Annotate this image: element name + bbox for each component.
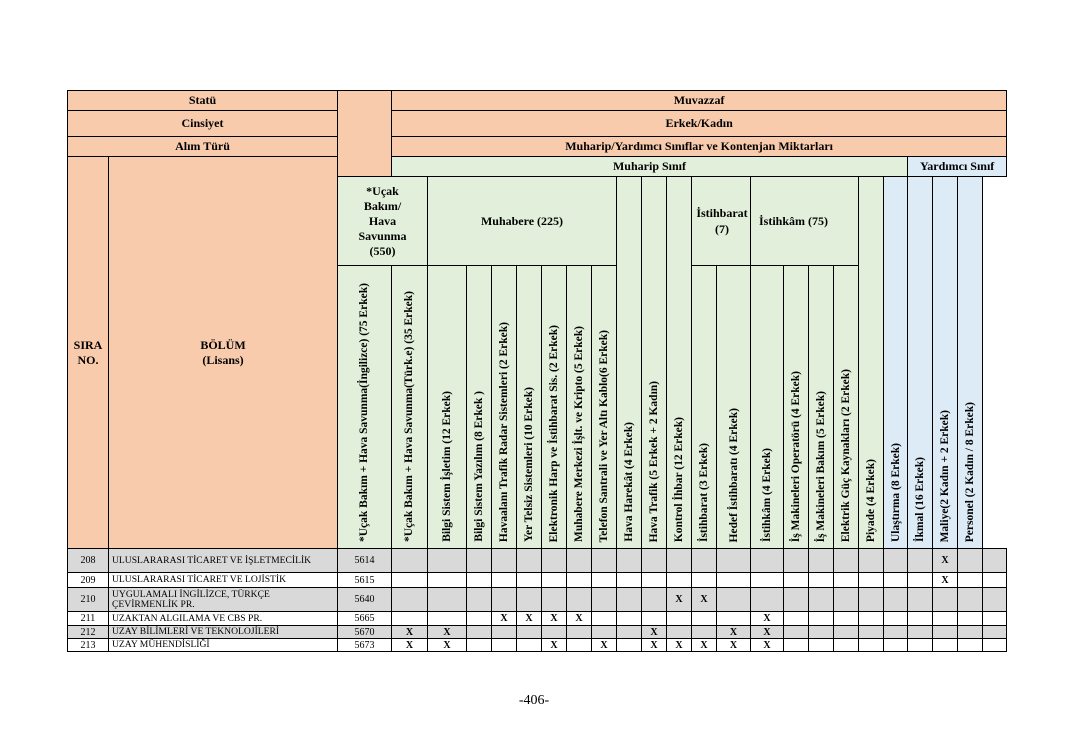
quota-mark-cell: X — [542, 639, 567, 652]
quota-mark-cell — [592, 549, 617, 573]
column-header — [338, 266, 392, 549]
quota-mark-cell — [592, 588, 617, 612]
bolum-cell: UZAY MÜHENDİSLİĞİ — [109, 639, 338, 652]
lisans-kodu-cell: 5673 — [338, 639, 392, 652]
quota-mark-cell — [834, 573, 859, 588]
quota-mark-cell — [809, 639, 834, 652]
quota-mark-cell — [751, 549, 784, 573]
sira-cell: 213 — [68, 639, 109, 652]
quota-mark-cell — [692, 626, 717, 639]
table-row — [68, 588, 1007, 612]
quota-mark-cell — [428, 612, 467, 626]
alim-turu-value: Muharip/Yardımcı Sınıflar ve Kontenjan Miktarları — [392, 137, 1007, 157]
quota-mark-cell — [859, 573, 884, 588]
quota-mark-cell: X — [392, 639, 428, 652]
quota-mark-cell — [467, 639, 492, 652]
bolum-cell: ULUSLARARASI TİCARET VE İŞLETMECİLİK — [109, 549, 338, 573]
quota-mark-cell — [428, 573, 467, 588]
quota-mark-cell — [784, 626, 809, 639]
column-header-label: Maliye(2 Kadın + 2 Erkek) — [939, 409, 951, 542]
quota-mark-cell — [492, 573, 517, 588]
group-istihbarat — [692, 177, 751, 266]
quota-mark-cell — [617, 573, 642, 588]
quota-mark-cell: X — [751, 626, 784, 639]
group-ucak-label: *Uçak Bakım/ Hava Savunma (550) — [358, 183, 407, 258]
column-header-label: *Uçak Bakım + Hava Savunma(İngilizce) (75 Erkek) — [358, 283, 371, 542]
quota-mark-cell: X — [642, 639, 667, 652]
quota-mark-cell — [542, 573, 567, 588]
quota-mark-cell — [958, 612, 983, 626]
quota-mark-cell — [392, 588, 428, 612]
lisans-kodu-cell: 5640 — [338, 588, 392, 612]
quota-mark-cell — [784, 573, 809, 588]
group-istihkam-label: İstihkâm (75) — [759, 213, 829, 228]
quota-mark-cell: X — [542, 612, 567, 626]
column-header — [908, 177, 933, 549]
column-header-label: Kontrol İhbar (12 Erkek) — [673, 416, 685, 542]
quota-mark-cell — [567, 549, 592, 573]
quota-mark-cell — [884, 588, 908, 612]
quota-mark-cell — [492, 626, 517, 639]
column-header-label: Ulaştırma (8 Erkek) — [889, 442, 902, 542]
quota-mark-cell: X — [717, 626, 751, 639]
quota-mark-cell — [428, 549, 467, 573]
quota-mark-cell — [467, 612, 492, 626]
column-header-label: *Uçak Bakım + Hava Savunma(Türk.e) (35 Erkek) — [403, 291, 416, 542]
column-header — [567, 266, 592, 549]
quota-mark-cell: X — [692, 639, 717, 652]
quota-mark-cell — [692, 612, 717, 626]
sira-cell: 211 — [68, 612, 109, 626]
quota-mark-cell — [784, 549, 809, 573]
alim-turu-label: Alım Türü — [68, 137, 338, 157]
quota-mark-cell — [592, 626, 617, 639]
statu-value: Muvazzaf — [392, 91, 1007, 111]
column-header-label: Yer Telsiz Sistemleri (10 Erkek) — [523, 386, 535, 542]
quota-mark-cell — [958, 626, 983, 639]
column-header — [467, 266, 492, 549]
sira-cell: 210 — [68, 588, 109, 612]
quota-mark-cell — [542, 626, 567, 639]
quota-mark-cell: X — [751, 639, 784, 652]
column-header-label: Piyade (4 Erkek) — [865, 458, 877, 542]
quota-mark-cell — [983, 612, 1007, 626]
quota-mark-cell — [492, 549, 517, 573]
bolum-cell: ULUSLARARASI TİCARET VE LOJİSTİK — [109, 573, 338, 588]
column-header-label: Elektrik Güç Kaynakları (2 Erkek) — [840, 368, 852, 542]
column-header-label: İkmal (16 Erkek) — [914, 457, 926, 542]
lisans-kodu-cell: 5670 — [338, 626, 392, 639]
quota-mark-cell — [834, 549, 859, 573]
column-header — [933, 177, 958, 549]
column-header-label: İş Makineleri Bakım (5 Erkek) — [815, 390, 827, 542]
quota-mark-cell — [567, 626, 592, 639]
quota-mark-cell — [567, 639, 592, 652]
group-istihbarat-label: İstihbarat (7) — [696, 206, 748, 236]
quota-mark-cell — [784, 588, 809, 612]
quota-table — [67, 90, 1007, 652]
quota-mark-cell — [983, 588, 1007, 612]
quota-mark-cell — [884, 612, 908, 626]
quota-mark-cell — [958, 639, 983, 652]
column-header — [958, 177, 983, 549]
quota-mark-cell — [809, 626, 834, 639]
quota-mark-cell: X — [667, 639, 692, 652]
lisans-kodu-cell: 5614 — [338, 549, 392, 573]
quota-mark-cell — [859, 639, 884, 652]
column-header — [692, 266, 717, 549]
lisans-kodu-cell: 5665 — [338, 612, 392, 626]
quota-mark-cell — [958, 573, 983, 588]
table-row — [68, 573, 1007, 588]
quota-mark-cell — [834, 626, 859, 639]
quota-mark-cell — [517, 549, 542, 573]
quota-mark-cell — [884, 573, 908, 588]
quota-mark-cell — [567, 573, 592, 588]
quota-mark-cell — [642, 612, 667, 626]
quota-mark-cell — [392, 612, 428, 626]
page-number: -406- — [518, 693, 550, 708]
quota-mark-cell: X — [428, 639, 467, 652]
quota-mark-cell — [617, 588, 642, 612]
column-header-label: İş Makineleri Operatörü (4 Erkek) — [790, 370, 802, 542]
column-header — [428, 266, 467, 549]
column-header-label: Bilgi Sistem İşletim (12 Erkek) — [441, 391, 453, 542]
column-header-label: İstihkâm (4 Erkek) — [761, 448, 773, 542]
quota-mark-cell — [983, 573, 1007, 588]
column-header — [392, 266, 428, 549]
sira-no-header — [68, 157, 109, 549]
quota-mark-cell — [542, 549, 567, 573]
column-header-label: Elektronik Harp ve İstihbarat Sis. (2 Erkek) — [548, 324, 560, 542]
statu-label: Statü — [68, 91, 338, 111]
quota-mark-cell — [908, 573, 933, 588]
quota-mark-cell — [859, 626, 884, 639]
quota-mark-cell — [859, 549, 884, 573]
group-istihkam — [751, 177, 859, 266]
column-header — [834, 266, 859, 549]
cinsiyet-label: Cinsiyet — [68, 111, 338, 137]
quota-mark-cell — [834, 588, 859, 612]
column-header — [592, 266, 617, 549]
column-header — [884, 177, 908, 549]
quota-mark-cell — [884, 549, 908, 573]
quota-mark-cell: X — [933, 549, 958, 573]
column-header — [517, 266, 542, 549]
quota-mark-cell — [751, 588, 784, 612]
table-row — [68, 612, 1007, 626]
table-row — [68, 639, 1007, 652]
column-header-label: Hava Trafik (5 Erkek + 2 Kadın) — [648, 380, 660, 542]
sira-cell: 209 — [68, 573, 109, 588]
quota-mark-cell — [467, 573, 492, 588]
bolum-header — [109, 157, 338, 549]
quota-mark-cell — [809, 588, 834, 612]
bolum-cell: UZAY BİLİMLERİ VE TEKNOLOJİLERİ — [109, 626, 338, 639]
column-header-label: Bilgi Sistem Yazılım (8 Erkek ) — [473, 391, 485, 542]
quota-mark-cell — [592, 612, 617, 626]
quota-mark-cell — [908, 588, 933, 612]
quota-mark-cell — [667, 573, 692, 588]
column-header-label: Telefon Santrali ve Yer Altı Kablo(6 Erkek) — [598, 329, 610, 542]
column-header-label: Personel (2 Kadın / 8 Erkek) — [964, 401, 976, 542]
quota-mark-cell — [692, 549, 717, 573]
quota-mark-cell — [908, 549, 933, 573]
column-header — [859, 177, 884, 549]
quota-mark-cell — [908, 626, 933, 639]
quota-mark-cell: X — [567, 612, 592, 626]
column-header — [809, 266, 834, 549]
quota-mark-cell — [784, 639, 809, 652]
sira-no-label: SIRA NO. — [73, 337, 103, 367]
group-ucak-bakim — [338, 177, 428, 266]
bolum-label: BÖLÜM (Lisans) — [200, 337, 246, 367]
quota-mark-cell — [983, 639, 1007, 652]
quota-mark-cell — [908, 612, 933, 626]
quota-mark-cell — [933, 612, 958, 626]
bolum-cell: UZAKTAN ALGILAMA VE CBS PR. — [109, 612, 338, 626]
quota-mark-cell — [751, 573, 784, 588]
quota-mark-cell — [884, 626, 908, 639]
quota-mark-cell — [617, 549, 642, 573]
column-header — [617, 177, 642, 549]
quota-mark-cell: X — [517, 612, 542, 626]
quota-mark-cell — [567, 588, 592, 612]
quota-mark-cell — [667, 626, 692, 639]
quota-mark-cell — [908, 639, 933, 652]
quota-mark-cell: X — [717, 639, 751, 652]
column-header-label: Havaalanı Trafik Radar Sistemleri (2 Erkek) — [498, 321, 510, 542]
column-header — [784, 266, 809, 549]
quota-mark-cell — [717, 549, 751, 573]
quota-mark-cell — [933, 639, 958, 652]
quota-mark-cell: X — [642, 626, 667, 639]
quota-mark-cell — [809, 612, 834, 626]
quota-mark-cell: X — [667, 588, 692, 612]
quota-mark-cell — [617, 639, 642, 652]
quota-mark-cell — [717, 588, 751, 612]
quota-mark-cell — [492, 639, 517, 652]
quota-mark-cell — [667, 612, 692, 626]
quota-mark-cell — [958, 588, 983, 612]
quota-mark-cell: X — [428, 626, 467, 639]
quota-mark-cell — [492, 588, 517, 612]
quota-mark-cell — [809, 549, 834, 573]
quota-mark-cell — [983, 549, 1007, 573]
quota-mark-cell — [667, 549, 692, 573]
yardimci-sinif-header: Yardımcı Sınıf — [908, 157, 1007, 177]
quota-mark-cell — [933, 626, 958, 639]
quota-mark-cell — [467, 588, 492, 612]
quota-mark-cell: X — [933, 573, 958, 588]
quota-mark-cell — [717, 612, 751, 626]
column-header — [642, 177, 667, 549]
quota-mark-cell — [692, 573, 717, 588]
quota-mark-cell — [642, 549, 667, 573]
lisans-kodu-header — [338, 91, 392, 177]
quota-mark-cell — [592, 573, 617, 588]
quota-mark-cell — [859, 612, 884, 626]
column-header — [542, 266, 567, 549]
quota-mark-cell — [983, 626, 1007, 639]
quota-mark-cell — [467, 626, 492, 639]
column-header-label: Muhabere Merkezi İşlt. ve Kripto (5 Erkek) — [573, 325, 585, 542]
sira-cell: 212 — [68, 626, 109, 639]
column-header-label: Hedef İstihbaratı (4 Erkek) — [727, 407, 740, 542]
quota-mark-cell — [517, 588, 542, 612]
quota-mark-cell — [717, 573, 751, 588]
quota-mark-cell — [859, 588, 884, 612]
quota-mark-cell — [392, 573, 428, 588]
quota-mark-cell — [428, 588, 467, 612]
quota-mark-cell: X — [492, 612, 517, 626]
table-row — [68, 626, 1007, 639]
muharip-sinif-header: Muharip Sınıf — [392, 157, 908, 177]
sira-cell: 208 — [68, 549, 109, 573]
quota-mark-cell — [834, 639, 859, 652]
quota-mark-cell — [884, 639, 908, 652]
quota-mark-cell — [784, 612, 809, 626]
quota-mark-cell: X — [592, 639, 617, 652]
quota-mark-cell — [392, 549, 428, 573]
quota-mark-cell — [517, 573, 542, 588]
quota-mark-cell — [517, 639, 542, 652]
quota-mark-cell: X — [692, 588, 717, 612]
quota-mark-cell — [809, 573, 834, 588]
quota-mark-cell: X — [751, 612, 784, 626]
column-header-label: Hava Harekât (4 Erkek) — [623, 422, 635, 542]
quota-mark-cell — [617, 612, 642, 626]
quota-mark-cell — [517, 626, 542, 639]
quota-mark-cell — [834, 612, 859, 626]
column-header — [717, 266, 751, 549]
quota-mark-cell — [617, 626, 642, 639]
cinsiyet-value: Erkek/Kadın — [392, 111, 1007, 137]
bolum-cell: UYGULAMALI İNGİLİZCE, TÜRKÇE ÇEVİRMENLİK PR. — [109, 588, 338, 612]
column-header-label: İstihbarat (3 Erkek) — [698, 442, 710, 542]
quota-mark-cell — [642, 588, 667, 612]
group-muhabere: Muhabere (225) — [428, 177, 617, 266]
quota-mark-cell — [958, 549, 983, 573]
quota-mark-cell — [542, 588, 567, 612]
lisans-kodu-cell: 5615 — [338, 573, 392, 588]
quota-mark-cell — [933, 588, 958, 612]
quota-mark-cell — [642, 573, 667, 588]
column-header — [667, 177, 692, 549]
column-header — [492, 266, 517, 549]
quota-mark-cell: X — [392, 626, 428, 639]
table-row — [68, 549, 1007, 573]
column-header — [751, 266, 784, 549]
quota-mark-cell — [467, 549, 492, 573]
